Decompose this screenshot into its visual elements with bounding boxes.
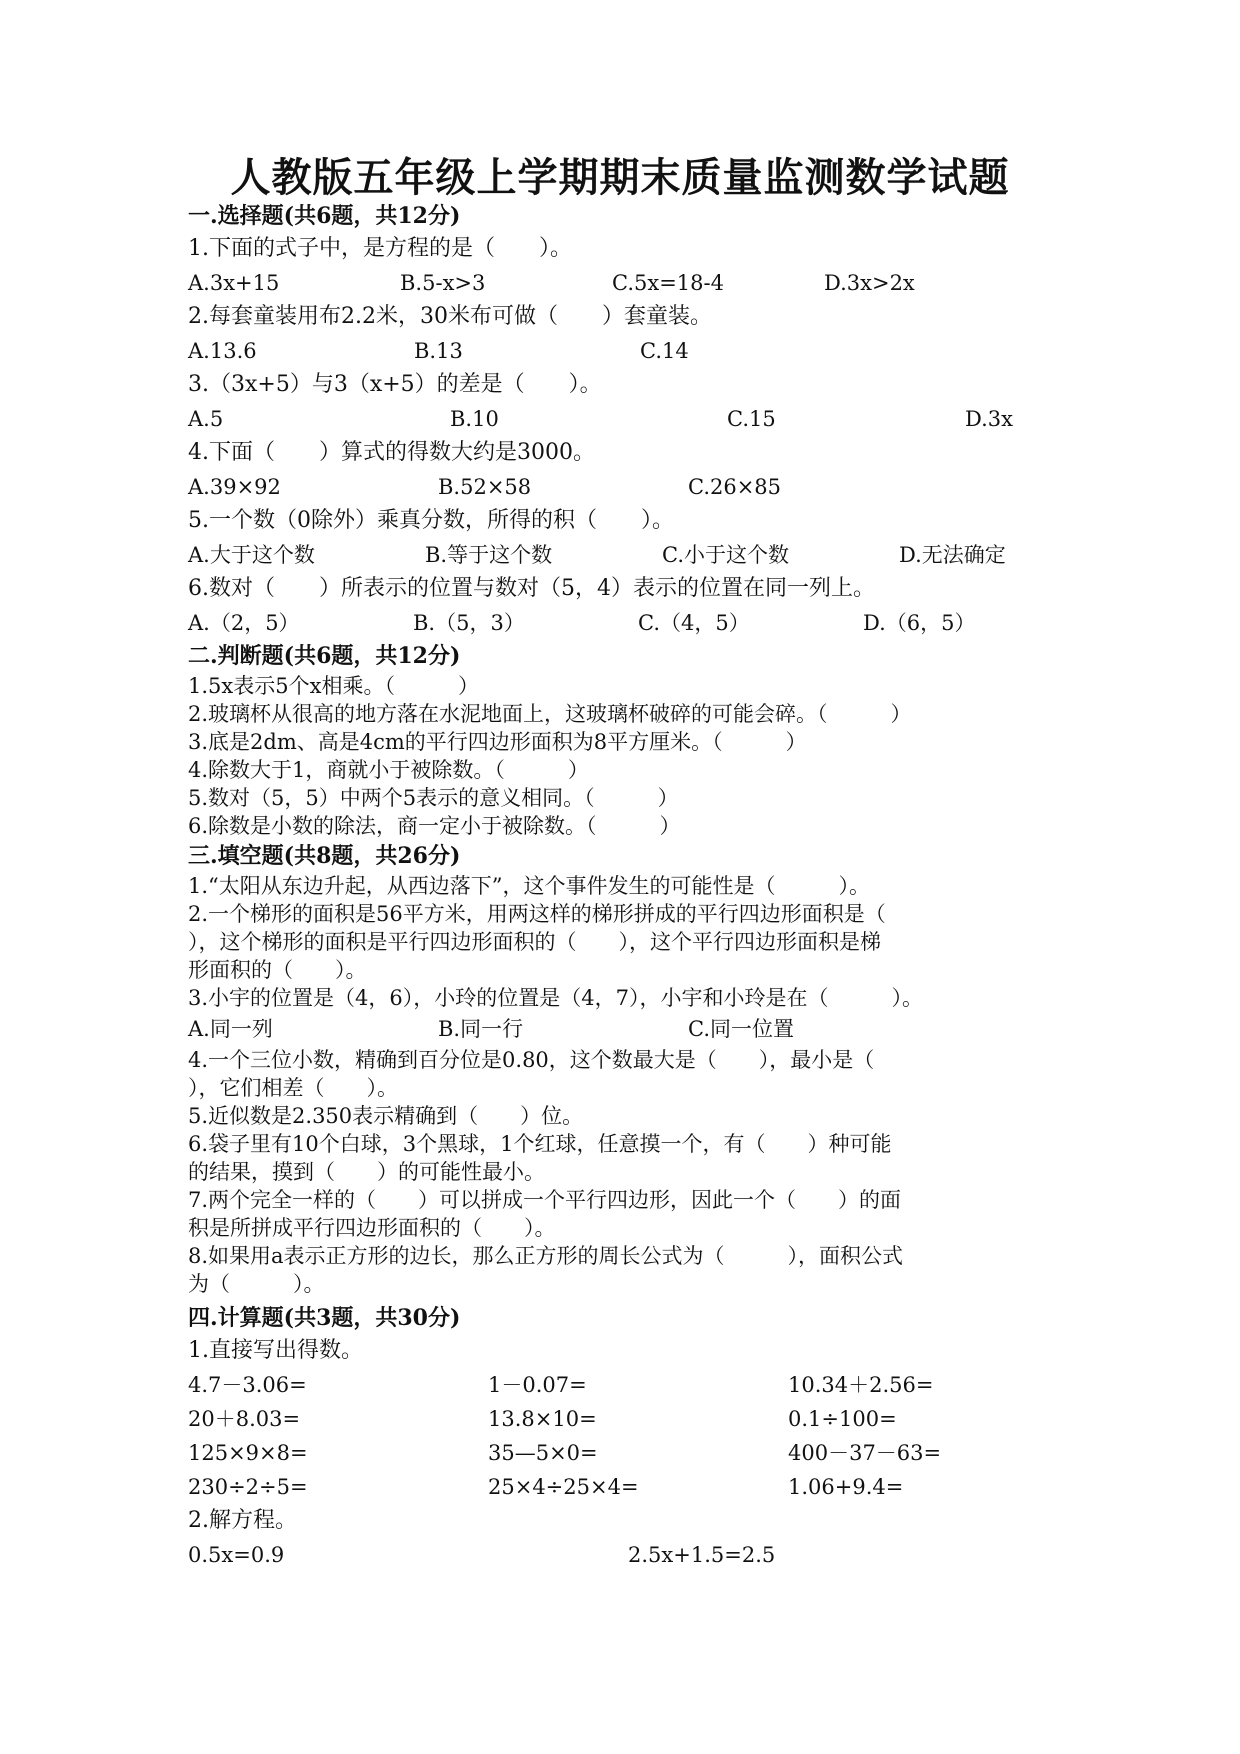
question-line: 的结果，摸到（ ）的可能性最小。	[188, 1160, 545, 1184]
question-text: 6.数对（ ）所表示的位置与数对（5，4）表示的位置在同一列上。	[188, 576, 875, 601]
calc-item: 20＋8.03=	[188, 1407, 301, 1431]
options-row	[188, 266, 1088, 300]
option: B.10	[450, 407, 499, 431]
question-text: 4.下面（ ）算式的得数大约是3000。	[188, 440, 595, 465]
section-heading-judgement: 二.判断题(共6题，共12分)	[188, 643, 461, 669]
sub-question: 1.直接写出得数。	[188, 1338, 363, 1363]
statement: 5.数对（5，5）中两个5表示的意义相同。（ ）	[188, 786, 679, 810]
statement: 3.底是2dm、高是4cm的平行四边形面积为8平方厘米。（ ）	[188, 730, 807, 754]
sub-question: 2.解方程。	[188, 1508, 297, 1533]
option: A.同一列	[188, 1017, 273, 1041]
option: C.同一位置	[688, 1017, 794, 1041]
question-line: 积是所拼成平行四边形面积的（ ）。	[188, 1216, 556, 1240]
question-text: 3.（3x+5）与3（x+5）的差是（ ）。	[188, 372, 602, 397]
question-text: 1.“太阳从东边升起，从西边落下”，这个事件发生的可能性是（ ）。	[188, 874, 871, 898]
statement: 1.5x表示5个x相乘。（ ）	[188, 674, 479, 698]
question-line: 8.如果用a表示正方形的边长，那么正方形的周长公式为（ ），面积公式	[188, 1244, 904, 1268]
section-heading-choice: 一.选择题(共6题，共12分)	[188, 203, 461, 229]
option: A.5	[188, 407, 224, 431]
question-line: 为（ ）。	[188, 1272, 325, 1296]
question-line: ），这个梯形的面积是平行四边形面积的（ ），这个平行四边形面积是梯	[188, 930, 881, 954]
calc-item: 125×9×8=	[188, 1441, 308, 1465]
option: A.（2，5）	[188, 611, 300, 635]
calc-item: 1.06+9.4=	[788, 1475, 904, 1499]
options-row	[188, 470, 1088, 504]
option: B.等于这个数	[425, 543, 553, 567]
question-line: 6.袋子里有10个白球，3个黑球，1个红球，任意摸一个，有（ ）种可能	[188, 1132, 892, 1156]
question-line: 4.一个三位小数，精确到百分位是0.80，这个数最大是（ ），最小是（	[188, 1048, 875, 1072]
question-text: 5.近似数是2.350表示精确到（ ）位。	[188, 1104, 584, 1128]
options-row	[188, 538, 1088, 572]
calc-item: 10.34＋2.56=	[788, 1373, 934, 1397]
question-text: 3.小宇的位置是（4，6），小玲的位置是（4，7），小宇和小玲是在（ ）。	[188, 986, 923, 1010]
option: A.3x+15	[188, 271, 280, 295]
option: D.（6，5）	[863, 611, 976, 635]
section-heading-calculation: 四.计算题(共3题，共30分)	[188, 1305, 461, 1331]
section-heading-fill: 三.填空题(共8题，共26分)	[188, 843, 461, 869]
option: A.大于这个数	[188, 543, 315, 567]
statement: 6.除数是小数的除法，商一定小于被除数。（ ）	[188, 814, 681, 838]
options-row	[188, 402, 1088, 436]
option: B.52×58	[438, 475, 532, 499]
option: A.39×92	[188, 475, 281, 499]
calc-row	[188, 1402, 1088, 1436]
calc-item: 25×4÷25×4=	[488, 1475, 639, 1499]
question-text: 5.一个数（0除外）乘真分数，所得的积（ ）。	[188, 508, 674, 533]
option: B.5-x>3	[400, 271, 486, 295]
calc-row	[188, 1436, 1088, 1470]
option: C.26×85	[688, 475, 782, 499]
calc-row	[188, 1470, 1088, 1504]
option: C.14	[640, 339, 689, 363]
option: C.小于这个数	[662, 543, 789, 567]
question-line: 7.两个完全一样的（ ）可以拼成一个平行四边形，因此一个（ ）的面	[188, 1188, 902, 1212]
worksheet-content	[188, 200, 1088, 1572]
page-title: 人教版五年级上学期期末质量监测数学试题	[230, 154, 1010, 201]
equation-row	[188, 1538, 1088, 1572]
statement: 2.玻璃杯从很高的地方落在水泥地面上，这玻璃杯破碎的可能会碎。（ ）	[188, 702, 912, 726]
calc-item: 35—5×0=	[488, 1441, 598, 1465]
calc-item: 1－0.07=	[488, 1373, 587, 1397]
options-row	[188, 606, 1088, 640]
calc-item: 4.7－3.06=	[188, 1373, 307, 1397]
option: B.13	[414, 339, 463, 363]
question-text: 1.下面的式子中，是方程的是（ ）。	[188, 236, 572, 261]
question-line: ），它们相差（ ）。	[188, 1076, 398, 1100]
calc-item: 13.8×10=	[488, 1407, 597, 1431]
calc-item: 0.1÷100=	[788, 1407, 897, 1431]
question-line: 2.一个梯形的面积是56平方米，用两这样的梯形拼成的平行四边形面积是（	[188, 902, 886, 926]
calc-item: 400－37－63=	[788, 1441, 942, 1465]
equation: 0.5x=0.9	[188, 1543, 285, 1567]
option: D.3x	[965, 407, 1013, 431]
option: B.同一行	[438, 1017, 524, 1041]
calc-row	[188, 1368, 1088, 1402]
option: D.无法确定	[899, 543, 1006, 567]
option: C.5x=18-4	[612, 271, 724, 295]
options-row	[188, 1012, 1088, 1046]
option: A.13.6	[188, 339, 257, 363]
calc-item: 230÷2÷5=	[188, 1475, 308, 1499]
option: B.（5，3）	[413, 611, 525, 635]
option: C.15	[727, 407, 776, 431]
equation: 2.5x+1.5=2.5	[628, 1543, 776, 1567]
option: C.（4，5）	[638, 611, 750, 635]
statement: 4.除数大于1，商就小于被除数。（ ）	[188, 758, 589, 782]
question-line: 形面积的（ ）。	[188, 958, 367, 982]
option: D.3x>2x	[824, 271, 915, 295]
question-text: 2.每套童装用布2.2米，30米布可做（ ）套童装。	[188, 304, 712, 329]
options-row	[188, 334, 1088, 368]
